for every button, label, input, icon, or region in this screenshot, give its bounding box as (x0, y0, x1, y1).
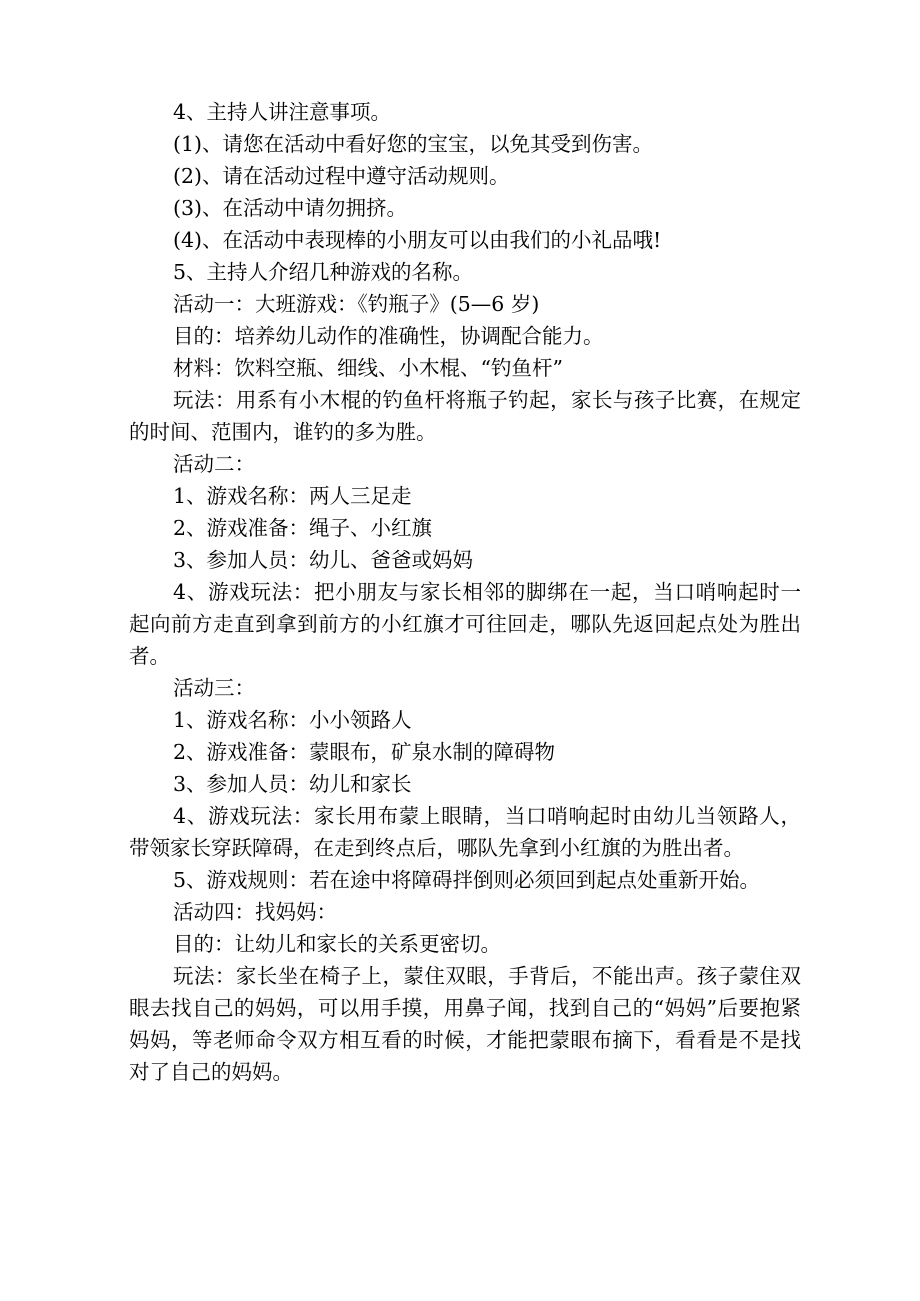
activity-3-rules: 4、游戏玩法：家长用布蒙上眼睛，当口哨响起时由幼儿当领路人，带领家长穿跃障碍，在走到终点后，哪队先拿到小红旗的为胜出者。 (129, 804, 801, 860)
activity-3-regulations: 5、游戏规则：若在途中将障碍拌倒则必须回到起点处重新开始。 (173, 868, 761, 892)
document-page (129, 96, 801, 1088)
note-item-4: (4)、在活动中表现棒的小朋友可以由我们的小礼品哦! (173, 228, 662, 252)
activity-1-rules: 玩法：用系有小木棍的钓鱼杆将瓶子钓起，家长与孩子比赛，在规定的时间、范围内，谁钓的多为胜。 (129, 388, 801, 444)
activity-1-materials: 材料：饮料空瓶、细线、小木棍、“钓鱼杆” (173, 356, 563, 380)
note-heading: 4、主持人讲注意事项。 (173, 100, 392, 124)
activity-2-participants: 3、参加人员：幼儿、爸爸或妈妈 (173, 548, 474, 572)
note-item-1: (1)、请您在活动中看好您的宝宝，以免其受到伤害。 (173, 132, 654, 156)
activity-4-rules: 玩法：家长坐在椅子上，蒙住双眼，手背后，不能出声。孩子蒙住双眼去找自己的妈妈，可以用手摸，用鼻子闻，找到自己的“妈妈”后要抱紧妈妈，等老师命令双方相互看的时候，才能把蒙眼布摘下，看看是不是找对了自己的妈妈。 (129, 964, 801, 1084)
activity-2-prep: 2、游戏准备：绳子、小红旗 (173, 516, 433, 540)
activity-1-title: 活动一：大班游戏：《钓瓶子》(5—6 岁) (173, 292, 540, 316)
activity-3-prep: 2、游戏准备：蒙眼布，矿泉水制的障碍物 (173, 740, 556, 764)
activity-2-name: 1、游戏名称：两人三足走 (173, 484, 412, 508)
activity-3-name: 1、游戏名称：小小领路人 (173, 708, 412, 732)
note-item-3: (3)、在活动中请勿拥挤。 (173, 196, 408, 220)
activity-1-purpose: 目的：培养幼儿动作的准确性，协调配合能力。 (173, 324, 604, 348)
activity-4-purpose: 目的：让幼儿和家长的关系更密切。 (173, 932, 501, 956)
activity-2-rules: 4、游戏玩法：把小朋友与家长相邻的脚绑在一起，当口哨响起时一起向前方走直到拿到前方的小红旗才可往回走，哪队先返回起点处为胜出者。 (129, 580, 801, 668)
activity-4-title: 活动四：找妈妈： (173, 900, 337, 924)
activity-3-participants: 3、参加人员：幼儿和家长 (173, 772, 412, 796)
activity-2-title: 活动二： (173, 452, 255, 476)
activity-3-title: 活动三： (173, 676, 255, 700)
note-item-2: (2)、请在活动过程中遵守活动规则。 (173, 164, 510, 188)
games-intro-heading: 5、主持人介绍几种游戏的名称。 (173, 260, 474, 284)
